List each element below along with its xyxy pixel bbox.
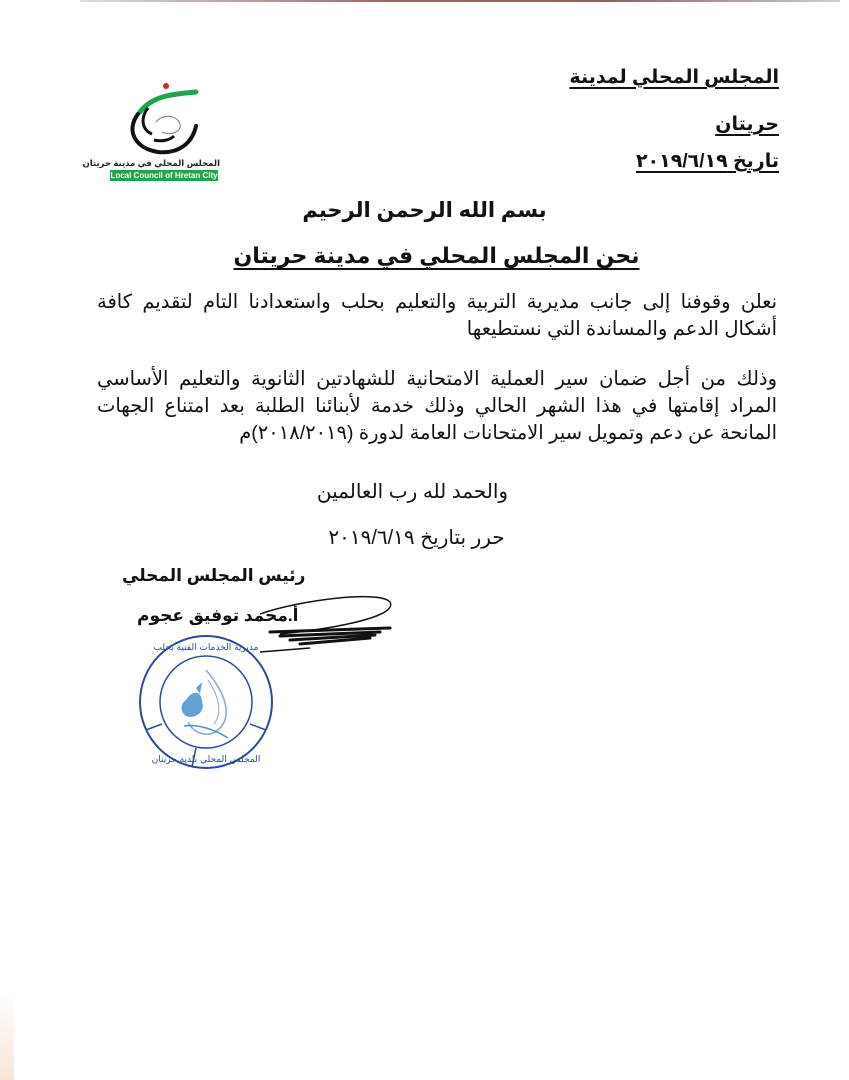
signatory-name: أ.محمد توفيق عجوم [137, 606, 299, 625]
stamp-top-text: مديرية الخدمات الفنية بحلب [153, 643, 259, 653]
paragraph-exams: وذلك من أجل ضمان سير العملية الامتحانية للشهادتين الثانوية والتعليم الأساسي المراد إقامتها في هذا الشهر الحالي وذلك خدمة لأبنائنا الطلبة بعد امتناع الجهات المانحة عن دعم وتمويل سير الامتحانات العامة لدورة (٢٠١٨/٢٠١٩)م [97, 368, 777, 444]
date-line: تاريخ ٢٠١٩/٦/١٩ [635, 151, 779, 172]
paragraph-support: نعلن وقوفنا إلى جانب مديرية التربية والتعليم بحلب واستعدادنا التام لتقديم كافة أشكال الدعم والمساندة التي نستطيعها [97, 291, 777, 340]
letter-heading: نحن المجلس المحلي في مدينة حريتان [233, 243, 640, 268]
logo-arabic-name: المجلس المحلي في مدينة حريتان [82, 158, 220, 168]
signatory-title: رئيس المجلس المحلي [122, 566, 306, 585]
stamp-bottom-text: المجلس المحلي بلدية حريتان [151, 755, 261, 765]
scan-edge-shadow [0, 990, 14, 1080]
city-line: حريتان [715, 114, 779, 135]
council-logo [82, 78, 220, 182]
closing-line: والحمد لله رب العالمين [316, 481, 509, 503]
basmala: بسم الله الرحمن الرحيم [302, 199, 547, 222]
scan-edge [80, 0, 840, 2]
official-stamp-icon [136, 630, 276, 775]
council-line: المجلس المحلي لمدينة [569, 67, 779, 88]
written-date: حرر بتاريخ ٢٠١٩/٦/١٩ [328, 527, 505, 549]
hretan-council-logo-icon [118, 78, 210, 158]
logo-english-name: Local Council of Hretan City [110, 171, 218, 180]
